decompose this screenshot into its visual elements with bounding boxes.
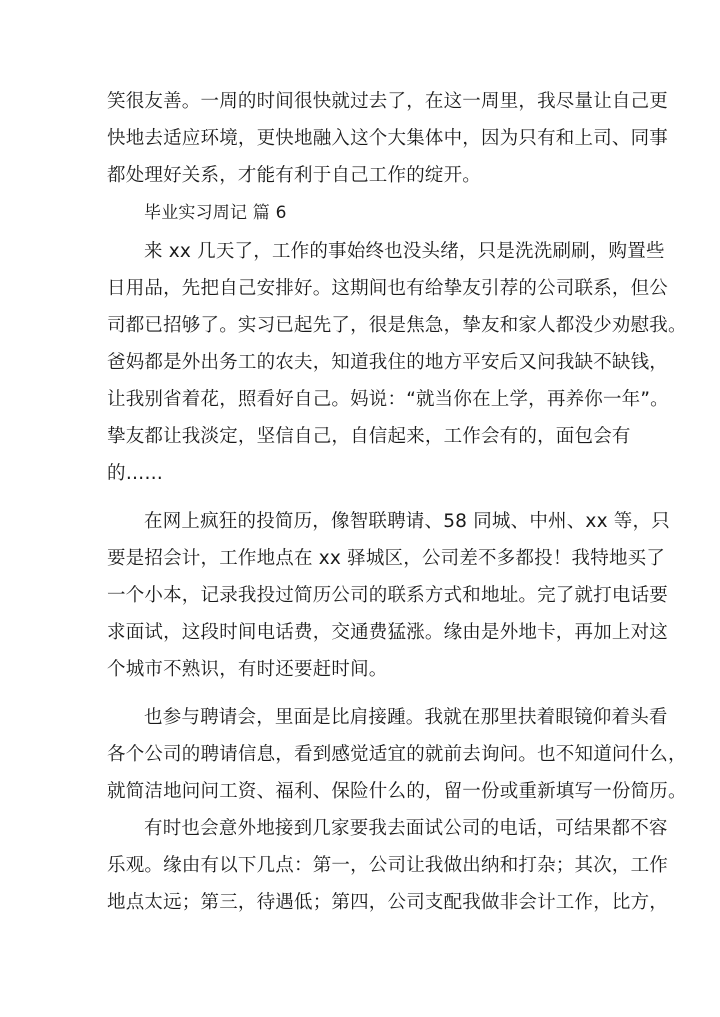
paragraph-line: 一个小本，记录我投过简历公司的联系方式和地址。完了就打电话要 (107, 585, 669, 606)
paragraph-line: 司都已招够了。实习已起先了，很是焦急，挚友和家人都没少劝慰我。 (107, 315, 687, 336)
paragraph-line: 有时也会意外地接到几家要我去面试公司的电话，可结果都不容 (144, 818, 668, 839)
paragraph-line: 爸妈都是外出务工的农夫，知道我住的地方平安后又问我缺不缺钱， (107, 352, 669, 373)
paragraph-line: 地点太远；第三，待遇低；第四，公司支配我做非会计工作，比方， (107, 892, 669, 913)
paragraph-line: 日用品，先把自己安排好。这期间也有给挚友引荐的公司联系，但公 (107, 278, 669, 299)
paragraph-line: 乐观。缘由有以下几点：第一，公司让我做出纳和打杂；其次，工作 (107, 855, 669, 876)
paragraph-line: 让我别省着花，照看好自己。妈说：“就当你在上学，再养你一年”。 (107, 389, 669, 410)
section-heading: 毕业实习周记 篇 6 (144, 203, 287, 223)
paragraph-line: 在网上疯狂的投简历，像智联聘请、58 同城、中州、xx 等，只 (144, 511, 670, 532)
paragraph-line: 来 xx 几天了，工作的事始终也没头绪，只是洗洗刷刷，购置些 (144, 241, 665, 262)
paragraph-line: 都处理好关系，才能有利于自己工作的绽开。 (107, 165, 482, 186)
paragraph-line: 挚友都让我淡定，坚信自己，自信起来，工作会有的，面包会有 (107, 426, 631, 447)
paragraph-line: 也参与聘请会，里面是比肩接踵。我就在那里扶着眼镜仰着头看 (144, 707, 668, 728)
paragraph-line: 求面试，这段时间电话费，交通费猛涨。缘由是外地卡，再加上对这 (107, 622, 669, 643)
paragraph-line: 笑很友善。一周的时间很快就过去了，在这一周里，我尽量让自己更 (107, 91, 669, 112)
paragraph-line: 个城市不熟识，有时还要赶时间。 (107, 659, 388, 680)
paragraph-line: 快地去适应环境，更快地融入这个大集体中，因为只有和上司、同事 (107, 128, 669, 149)
paragraph-line: 就简洁地问问工资、福利、保险什么的，留一份或重新填写一份简历。 (107, 781, 687, 802)
paragraph-line: 各个公司的聘请信息，看到感觉适宜的就前去询问。也不知道问什么， (107, 744, 687, 765)
paragraph-line: 的…… (107, 463, 164, 484)
paragraph-line: 要是招会计，工作地点在 xx 驿城区，公司差不多都投！我特地买了 (107, 548, 666, 569)
